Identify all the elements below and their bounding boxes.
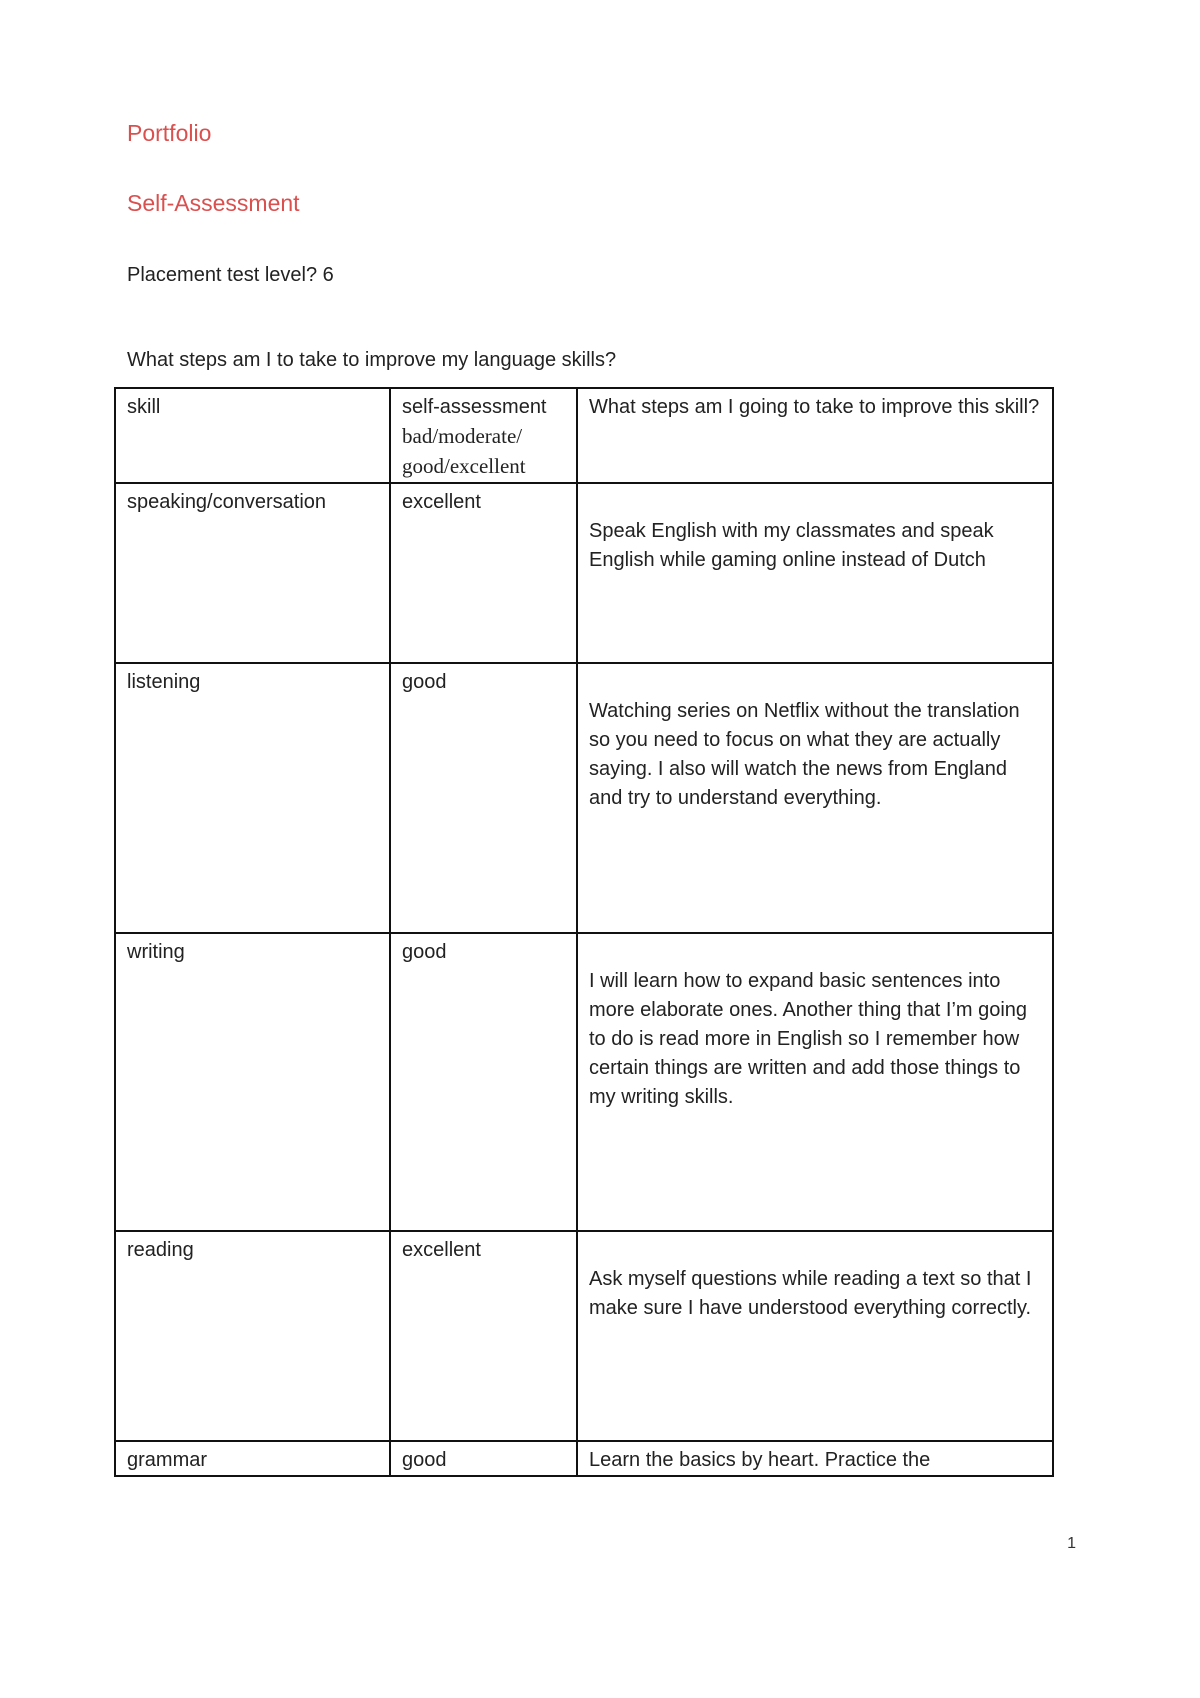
table-header-row (115, 388, 1053, 483)
assessment-value: good (402, 671, 447, 693)
skill-name: grammar (127, 1449, 208, 1471)
assessment-cell (390, 1231, 577, 1441)
header-assessment-scale-1: bad/moderate/ (402, 424, 523, 448)
steps-cell (577, 933, 1053, 1231)
header-skill-cell (115, 388, 390, 483)
steps-cell (577, 1441, 1053, 1476)
assessment-value: good (402, 941, 447, 963)
table-row (115, 1441, 1053, 1476)
improvement-question: What steps am I to take to improve my language skills? (127, 349, 617, 371)
skill-name: reading (127, 1239, 194, 1261)
table-row (115, 663, 1053, 933)
skill-name: writing (127, 941, 185, 963)
assessment-value: excellent (402, 491, 481, 513)
steps-text: Speak English with my classmates and speak English while gaming online instead of Dutch (589, 520, 994, 571)
steps-cell (577, 483, 1053, 663)
skill-cell (115, 483, 390, 663)
page-number: 1 (1067, 1535, 1076, 1552)
self-assessment-table (114, 387, 1054, 1477)
steps-text: Ask myself questions while reading a text so that I make sure I have understood everything correctly. (589, 1268, 1032, 1319)
placement-test-line: Placement test level? 6 (127, 264, 334, 286)
document-title: Portfolio (127, 120, 212, 146)
document-subtitle: Self-Assessment (127, 190, 300, 216)
header-assessment-label: self-assessment (402, 396, 547, 418)
header-skill-label: skill (127, 396, 161, 418)
header-steps-cell (577, 388, 1053, 483)
assessment-cell (390, 933, 577, 1231)
steps-text: I will learn how to expand basic sentences into more elaborate ones. Another thing that I’m going to do is read more in English so I remember how certain things are written and add those things to my writing skills. (589, 970, 1028, 1108)
skill-cell (115, 1231, 390, 1441)
assessment-value: good (402, 1449, 447, 1471)
table-row (115, 933, 1053, 1231)
assessment-cell (390, 1441, 577, 1476)
table-row (115, 483, 1053, 663)
steps-text: Watching series on Netflix without the translation so you need to focus on what they are actually saying. I also will watch the news from England and try to understand everything. (589, 700, 1020, 809)
skill-cell (115, 1441, 390, 1476)
header-assessment-scale-2: good/excellent (402, 454, 526, 478)
steps-cell (577, 1231, 1053, 1441)
skill-name: speaking/conversation (127, 491, 327, 513)
assessment-value: excellent (402, 1239, 481, 1261)
header-steps-label: What steps am I going to take to improve this skill? (589, 396, 1040, 418)
skill-name: listening (127, 671, 201, 693)
header-assessment-cell (390, 388, 577, 483)
steps-text: Learn the basics by heart. Practice the (589, 1449, 931, 1471)
assessment-cell (390, 663, 577, 933)
skill-cell (115, 933, 390, 1231)
table-row (115, 1231, 1053, 1441)
steps-cell (577, 663, 1053, 933)
skill-cell (115, 663, 390, 933)
assessment-cell (390, 483, 577, 663)
